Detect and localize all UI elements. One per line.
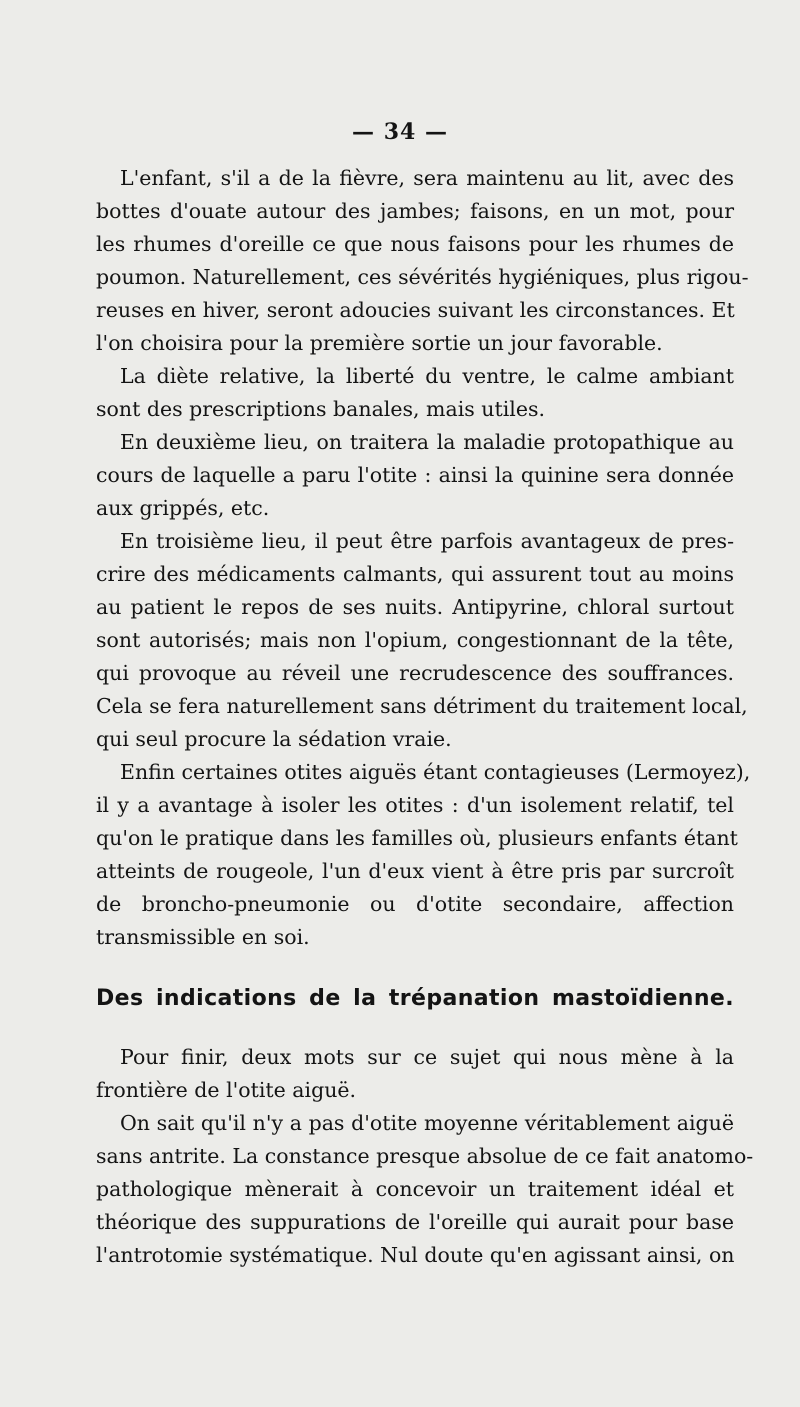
text-line: poumon. Naturellement, ces sévérités hygiéniques, plus rigou- bbox=[96, 265, 749, 289]
text-line: l'antrotomie systématique. Nul doute qu'en agissant ainsi, on bbox=[96, 1243, 735, 1267]
text-line: aux grippés, etc. bbox=[96, 496, 270, 520]
text-line: au patient le repos de ses nuits. Antipyrine, chloral surtout bbox=[96, 595, 734, 619]
text-line: crire des médicaments calmants, qui assurent tout au moins bbox=[96, 562, 734, 586]
text-line: En troisième lieu, il peut être parfois avantageux de pres- bbox=[120, 529, 734, 553]
text-line: il y a avantage à isoler les otites : d'un isolement relatif, tel bbox=[96, 793, 734, 817]
text-line: qui seul procure la sédation vraie. bbox=[96, 727, 452, 751]
text-line: atteints de rougeole, l'un d'eux vient à être pris par surcroît bbox=[96, 859, 734, 883]
text-line: En deuxième lieu, on traitera la maladie protopathique au bbox=[120, 430, 734, 454]
page-number: — 34 — bbox=[352, 119, 448, 145]
section-heading: Des indications de la trépanation mastoïdienne. bbox=[96, 986, 734, 1011]
text-line: La diète relative, la liberté du ventre, le calme ambiant bbox=[120, 364, 734, 388]
paragraph-block-2 bbox=[96, 1041, 754, 1272]
text-line: On sait qu'il n'y a pas d'otite moyenne véritablement aiguë bbox=[120, 1111, 734, 1135]
text-line: Cela se fera naturellement sans détriment du traitement local, bbox=[96, 694, 748, 718]
text-line: pathologique mènerait à concevoir un traitement idéal et bbox=[96, 1177, 734, 1201]
text-line: L'enfant, s'il a de la fièvre, sera maintenu au lit, avec des bbox=[120, 166, 734, 190]
text-line: qu'on le pratique dans les familles où, plusieurs enfants étant bbox=[96, 826, 738, 850]
text-line: reuses en hiver, seront adoucies suivant les circonstances. Et bbox=[96, 298, 735, 322]
text-line: sont des prescriptions banales, mais utiles. bbox=[96, 397, 546, 421]
text-line: transmissible en soi. bbox=[96, 925, 310, 949]
text-line: sont autorisés; mais non l'opium, congestionnant de la tête, bbox=[96, 628, 734, 652]
text-line: Enfin certaines otites aiguës étant contagieuses (Lermoyez), bbox=[120, 760, 751, 784]
text-line: frontière de l'otite aiguë. bbox=[96, 1078, 357, 1102]
text-line: bottes d'ouate autour des jambes; faisons, en un mot, pour bbox=[96, 199, 734, 223]
text-line: l'on choisira pour la première sortie un jour favorable. bbox=[96, 331, 663, 355]
text-line: de broncho-pneumonie ou d'otite secondaire, affection bbox=[96, 892, 734, 916]
text-line: Pour finir, deux mots sur ce sujet qui nous mène à la bbox=[120, 1045, 734, 1069]
text-line: théorique des suppurations de l'oreille qui aurait pour base bbox=[96, 1210, 734, 1234]
text-line: sans antrite. La constance presque absolue de ce fait anatomo- bbox=[96, 1144, 754, 1168]
text-line: cours de laquelle a paru l'otite : ainsi la quinine sera donnée bbox=[96, 463, 734, 487]
text-line: les rhumes d'oreille ce que nous faisons pour les rhumes de bbox=[96, 232, 734, 256]
text-line: qui provoque au réveil une recrudescence des souffrances. bbox=[96, 661, 734, 685]
paragraph-block-1 bbox=[96, 162, 751, 954]
